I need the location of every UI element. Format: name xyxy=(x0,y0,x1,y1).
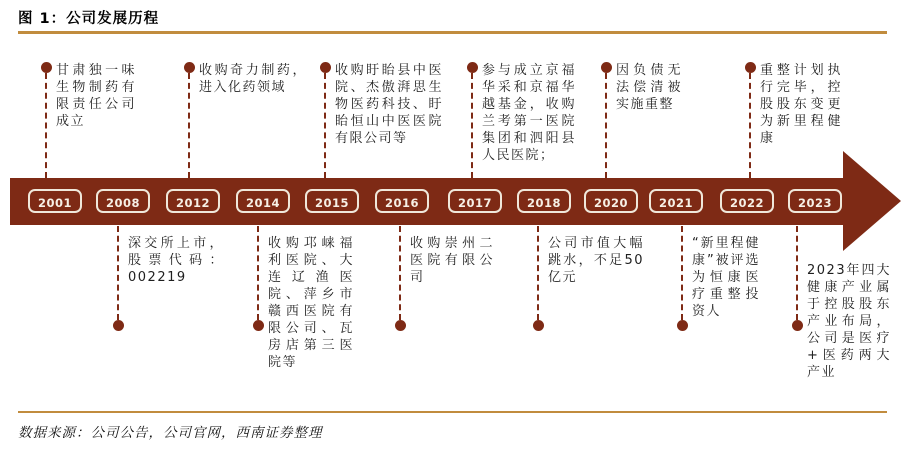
milestone-dot xyxy=(41,62,52,73)
data-source-note: 数据来源：公司公告，公司官网，西南证券整理 xyxy=(18,425,323,441)
milestone-dot xyxy=(467,62,478,73)
connector-dashed-line xyxy=(605,73,607,178)
milestone-dot xyxy=(184,62,195,73)
year-box-2012: 2012 xyxy=(166,189,220,213)
milestone-dot xyxy=(745,62,756,73)
milestone-dot xyxy=(253,320,264,331)
year-box-2023: 2023 xyxy=(788,189,842,213)
milestone-dot xyxy=(320,62,331,73)
year-box-2001: 2001 xyxy=(28,189,82,213)
milestone-dot xyxy=(677,320,688,331)
connector-dashed-line xyxy=(117,226,119,320)
connector-dashed-line xyxy=(324,73,326,178)
connector-dashed-line xyxy=(257,226,259,320)
event-text: 甘肃独一味生物制药有限责任公司成立 xyxy=(56,63,136,129)
event-text: 收购奇力制药，进入化药领域 xyxy=(199,63,307,95)
event-text: 收购邛崃福利医院、大连辽渔医院、萍乡市赣西医院有限公司、瓦房店第三医院等 xyxy=(268,236,354,370)
title-divider-line xyxy=(18,31,887,34)
milestone-dot xyxy=(601,62,612,73)
year-box-2016: 2016 xyxy=(375,189,429,213)
connector-dashed-line xyxy=(399,226,401,320)
milestone-dot xyxy=(792,320,803,331)
year-box-2020: 2020 xyxy=(584,189,638,213)
connector-dashed-line xyxy=(471,73,473,178)
event-text: 重整计划执行完毕，控股股东变更为新里程健康 xyxy=(760,63,842,146)
event-text: 2023年四大健康产业属于控股股东产业布局，公司是医疗+医药两大产业 xyxy=(807,263,891,380)
footer-divider-line xyxy=(18,411,887,413)
year-box-2008: 2008 xyxy=(96,189,150,213)
event-text: 深交所上市，股票代码：002219 xyxy=(128,236,224,285)
event-text: 收购崇州二医院有限公司 xyxy=(410,236,494,285)
milestone-dot xyxy=(113,320,124,331)
connector-dashed-line xyxy=(681,226,683,320)
year-box-2018: 2018 xyxy=(517,189,571,213)
timeline-arrowhead-icon xyxy=(843,151,901,251)
event-text: 收购盱眙县中医院、杰傲湃思生物医药科技、盱眙恒山中医医院有限公司等 xyxy=(335,63,443,146)
year-box-2015: 2015 xyxy=(305,189,359,213)
year-box-2021: 2021 xyxy=(649,189,703,213)
connector-dashed-line xyxy=(537,226,539,320)
milestone-dot xyxy=(395,320,406,331)
year-box-2017: 2017 xyxy=(448,189,502,213)
connector-dashed-line xyxy=(45,73,47,178)
event-text: “新里程健康”被评选为恒康医疗重整投资人 xyxy=(692,236,760,319)
figure-title: 图 1：公司发展历程 xyxy=(18,11,160,27)
event-text: 因负债无法偿清被实施重整 xyxy=(616,63,682,112)
event-text: 公司市值大幅跳水，不足50亿元 xyxy=(548,236,644,285)
event-text: 参与成立京福华采和京福华越基金，收购兰考第一医院集团和泗阳县人民医院； xyxy=(482,63,576,163)
connector-dashed-line xyxy=(749,73,751,178)
connector-dashed-line xyxy=(796,226,798,320)
year-box-2022: 2022 xyxy=(720,189,774,213)
connector-dashed-line xyxy=(188,73,190,178)
year-box-2014: 2014 xyxy=(236,189,290,213)
milestone-dot xyxy=(533,320,544,331)
